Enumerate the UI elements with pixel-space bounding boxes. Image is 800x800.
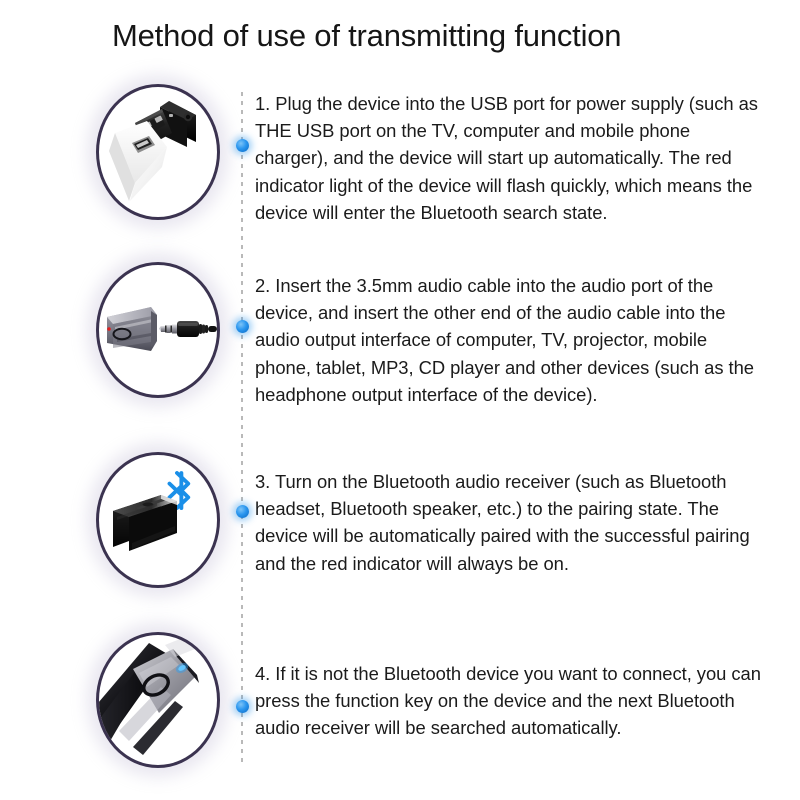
function-key-closeup-icon <box>99 635 217 765</box>
usb-dongle-icon <box>99 87 217 217</box>
timeline-dot-step-3 <box>236 505 249 518</box>
timeline-dot-step-2 <box>236 320 249 333</box>
step-3-illustration-bluetooth-speaker <box>96 452 220 588</box>
step-4-text: 4. If it is not the Bluetooth device you want to connect, you can press the function key on the device and the next Bluetooth audio receiver will be searched automatically. <box>255 663 761 739</box>
step-1-illustration-usb-dongle <box>96 84 220 220</box>
timeline-dot-step-4 <box>236 700 249 713</box>
step-2-text: 2. Insert the 3.5mm audio cable into the audio port of the device, and insert the other end of the audio cable into the audio output interface of computer, TV, projector, mobile phone, tablet, MP3, CD player and other devices (such as the headphone output interface of the device). <box>255 275 754 405</box>
step-3-text: 3. Turn on the Bluetooth audio receiver (such as Bluetooth headset, Bluetooth speaker, etc.) to the pairing state. The device will be automatically paired with the successful pairing and the red indicator will always be on. <box>255 471 750 574</box>
step-1-text: 1. Plug the device into the USB port for power supply (such as THE USB port on the TV, computer and mobile phone charger), and the device will start up automatically. The red indicator light of the device will flash quickly, which means the device will enter the Bluetooth search state. <box>255 93 758 223</box>
timeline-dot-step-1 <box>236 139 249 152</box>
bluetooth-speaker-icon <box>99 455 217 585</box>
audio-cable-icon <box>99 265 217 395</box>
page-title: Method of use of transmitting function <box>112 18 622 53</box>
step-4-illustration-function-key <box>96 632 220 768</box>
timeline-dashed-line <box>241 92 243 767</box>
step-2-illustration-audio-cable <box>96 262 220 398</box>
